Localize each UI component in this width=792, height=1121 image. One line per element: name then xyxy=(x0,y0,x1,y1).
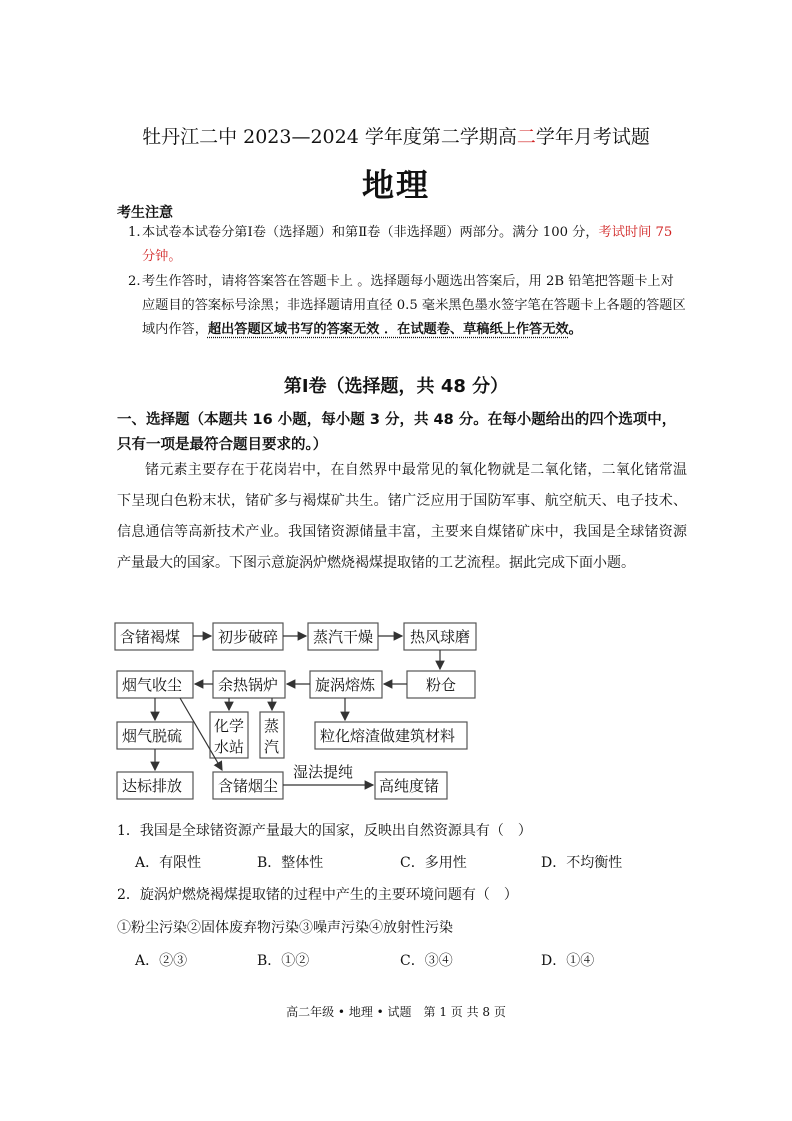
question-1-option-b[interactable]: B．整体性 xyxy=(257,855,324,871)
question-2-stem: 2．旋涡炉燃烧褐煤提取锗的过程中产生的主要环境问题有（ ） xyxy=(117,887,518,903)
node-chem-label-2: 水站 xyxy=(214,738,245,756)
question-2-option-d[interactable]: D．①④ xyxy=(541,953,595,969)
node-dry-label: 蒸汽干燥 xyxy=(313,628,374,646)
node-chem-label-1: 化学 xyxy=(214,717,245,735)
node-slag-label: 粒化熔渣做建筑材料 xyxy=(320,727,456,745)
node-steam-label-1: 蒸 xyxy=(264,717,280,735)
node-boiler-label: 余热锅炉 xyxy=(218,676,279,694)
node-dust-label: 烟气收尘 xyxy=(122,676,183,694)
exam-time-note: 考试时间 75 分钟。 xyxy=(142,225,673,264)
section-title: 第Ⅰ卷（选择题，共 48 分） xyxy=(283,376,509,397)
node-pure-label: 高纯度锗 xyxy=(379,777,440,795)
page-footer: 高二年级 • 地理 • 试题 第 1 页 共 8 页 xyxy=(286,1005,506,1019)
node-gedust-label: 含锗烟尘 xyxy=(218,777,279,795)
question-1-option-a[interactable]: A．有限性 xyxy=(135,855,202,871)
node-steam-label-2: 汽 xyxy=(264,738,280,756)
edge-wet-label: 湿法提纯 xyxy=(293,763,354,781)
grade-highlight: 二 xyxy=(516,126,536,148)
question-2-option-c[interactable]: C．③④ xyxy=(400,953,453,969)
question-1-option-d[interactable]: D．不均衡性 xyxy=(541,855,623,871)
node-desulfur-label: 烟气脱硫 xyxy=(122,727,183,745)
notice-heading: 考生注意 xyxy=(117,205,173,221)
question-1-stem: 1．我国是全球锗资源产量最大的国家，反映出自然资源具有（ ） xyxy=(117,823,532,839)
node-lignite-label: 含锗褐煤 xyxy=(120,628,181,646)
notice-warning: 超出答题区域书写的答案无效 ．在试题卷、草稿纸上作答无效 xyxy=(207,322,569,337)
question-2-sub: ①粉尘污染②固体废弃物污染③噪声污染④放射性污染 xyxy=(117,920,453,936)
node-furnace-label: 旋涡熔炼 xyxy=(315,676,376,694)
question-1-option-c[interactable]: C．多用性 xyxy=(400,855,467,871)
node-crush-label: 初步破碎 xyxy=(218,628,279,646)
node-mill-label: 热风球磨 xyxy=(410,628,471,646)
subject-title: 地理 xyxy=(361,166,430,204)
notice-item-2: 2. 考生作答时，请将答案答在答题卡上 。选择题每小题选出答案后，用 2B 铅笔把答题卡上对 应题目的答案标号涂黑；非选择题请用直径 0.5 毫米黑色墨水签字笔在答题卡上各题的答题区域内作答，超出答题区域书写的答案无效 ．在试题卷、草稿纸上作答无效。 xyxy=(128,274,686,337)
exam-title: 牡丹江二中 2023—2024 学年度第二学期高二学年月考试题 xyxy=(142,126,650,148)
process-flowchart xyxy=(110,615,480,805)
part-title: 一、选择题（本题共 16 小题，每小题 3 分，共 48 分。在每小题给出的四个选项中，只有一项是最符合题目要求的。） xyxy=(117,412,677,453)
question-2-option-b[interactable]: B．①② xyxy=(257,953,310,969)
question-2-option-a[interactable]: A．②③ xyxy=(135,953,188,969)
notice-item-1: 1. 本试卷本试卷分第Ⅰ卷（选择题）和第Ⅱ卷（非选择题）两部分。满分 100 分，考试时间 75 分钟。 xyxy=(128,225,673,264)
passage: 锗元素主要存在于花岗岩中，在自然界中最常见的氧化物就是二氧化锗，二氧化锗常温下呈现白色粉末状，锗矿多与褐煤矿共生。锗广泛应用于国防军事、航空航天、电子技术、信息通信等高新技术产业。我国锗资源储量丰富，主要来自煤锗矿床中，我国是全球锗资源产量最大的国家。下图示意旋涡炉燃烧褐煤提取锗的工艺流程。据此完成下面小题。 xyxy=(117,462,687,571)
node-emit-label: 达标排放 xyxy=(122,777,183,795)
node-silo-label: 粉仓 xyxy=(426,676,457,694)
